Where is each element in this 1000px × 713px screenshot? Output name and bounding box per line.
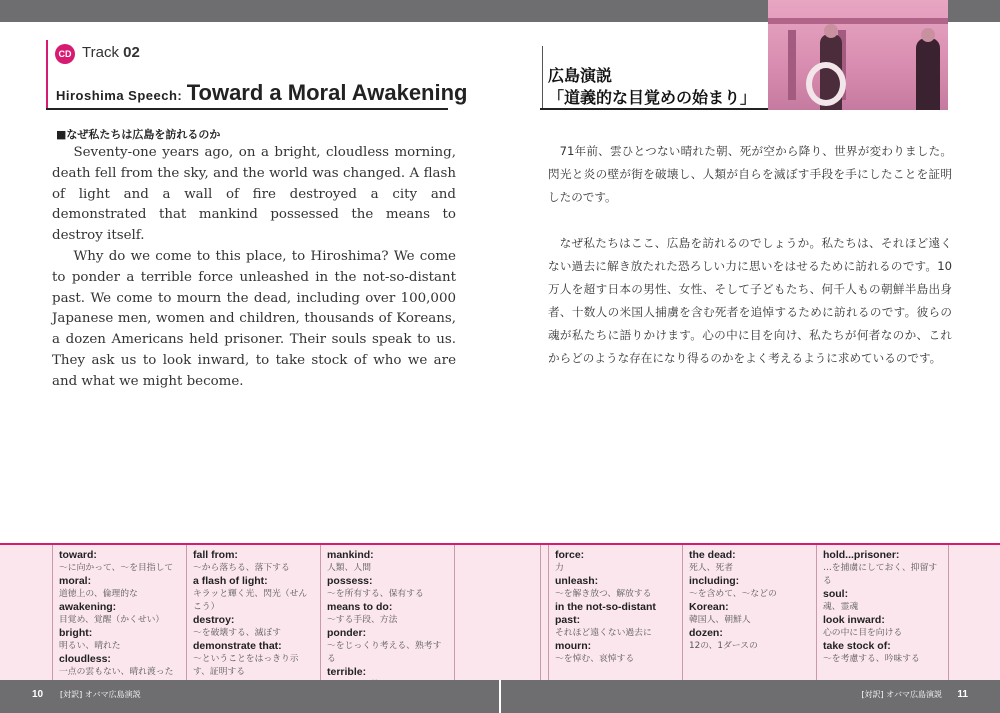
title-accent-rule (46, 40, 48, 110)
vocab-definition: 12の、1ダースの (689, 641, 758, 651)
english-body (52, 143, 456, 393)
vocab-term: soul: (823, 588, 849, 600)
running-head-right: [対訳] オバマ広島演説 (861, 690, 942, 699)
title-underline (46, 108, 448, 110)
english-paragraph: Seventy-one years ago, on a bright, cloudless morning, death fell from the sky, and the world was changed. A flash of light and a wall of fire destroyed a city and demonstrated that mankind possessed the means to destroy itself. (52, 145, 456, 244)
vocab-term: dozen: (689, 627, 723, 639)
running-head-left: [対訳] オバマ広島演説 (60, 690, 141, 699)
spine-divider (499, 680, 501, 713)
vocab-term: force: (555, 549, 585, 561)
track-prefix: Track (82, 44, 124, 61)
vocab-term: look inward: (823, 614, 885, 626)
wreath-icon (806, 62, 846, 106)
vocab-definition: 〜する手段、方法 (327, 615, 398, 625)
vocab-column (548, 545, 682, 682)
page-number-left: 10 (32, 689, 44, 700)
top-bar-right (500, 0, 768, 22)
vocab-definition: 〜を破壊する、滅ぼす (193, 628, 281, 638)
vocab-term: means to do: (327, 601, 393, 613)
vocab-definition: 〜を含めて、〜などの (689, 589, 777, 599)
vocab-term: Korean: (689, 601, 729, 613)
vocab-definition: …を捕虜にしておく、抑留する (823, 563, 938, 586)
vocab-definition: 明るい、晴れた (59, 641, 121, 651)
vocab-definition: 韓国人、朝鮮人 (689, 615, 751, 625)
vocab-definition: 一点の雲もない、晴れ渡った (59, 667, 174, 677)
english-title (56, 80, 467, 106)
photo-roof (768, 18, 948, 24)
vocab-definition: 〜を悼む、哀悼する (555, 654, 635, 664)
vocab-definition: 〜を所有する、保有する (327, 589, 424, 599)
vocab-column (682, 545, 816, 682)
vocab-definition: それほど遠くない過去に (555, 628, 652, 638)
vocab-term: unleash: (555, 575, 599, 587)
track-label (82, 44, 140, 61)
vocab-divider (454, 545, 455, 682)
vocab-term: terrible: (327, 666, 367, 678)
vocab-term: demonstrate that: (193, 640, 282, 652)
photo-figure (916, 38, 940, 110)
japanese-paragraph: なぜ私たちはここ、広島を訪れるのでしょうか。私たちは、それほど遠くない過去に解き放たれた恐ろしい力に思いをはせるために訪れるのです。10万人を超す日本の男性、女性、そして子どもたち、何千人もの朝鮮半島出身者、十数人の米国人捕虜を含む死者を追悼するために訪れるのです。彼らの魂が私たちに語りかけます。心の中に目を向け、私たちが何者なのか、これからどのような存在になり得るのかをよく考えるように求めているのです。 (548, 236, 952, 365)
vocab-term: moral: (59, 575, 92, 587)
top-bar-left (0, 0, 500, 22)
vocab-term: in the not-so-distant past: (555, 601, 656, 626)
vocab-column (186, 545, 320, 682)
vocab-definition: キラッと輝く光、閃光（せんこう） (193, 589, 308, 612)
vocab-column (52, 545, 186, 682)
vocab-definition: 魂、霊魂 (823, 602, 859, 612)
photo-figure-head (921, 28, 935, 42)
jp-title-line1: 広島演説 (548, 66, 613, 85)
vocab-term: take stock of: (823, 640, 891, 652)
vocab-term: including: (689, 575, 740, 587)
vocab-term: toward: (59, 549, 97, 561)
section-heading: ■なぜ私たちは広島を訪れるのか (56, 128, 221, 141)
vocab-definition: 力 (555, 563, 564, 573)
vocab-divider (948, 545, 949, 682)
center-divider (542, 46, 543, 108)
vocab-term: mourn: (555, 640, 592, 652)
vocab-term: awakening: (59, 601, 117, 613)
vocab-definition: 〜に向かって、〜を目指して (59, 563, 174, 573)
top-bar-far-right (948, 0, 1000, 22)
page-number-right: 11 (957, 689, 968, 700)
vocabulary-panel (0, 543, 1000, 680)
vocab-definition: 目覚め、覚醒（かくせい） (59, 615, 165, 625)
japanese-title (548, 65, 756, 109)
vocab-definition: 〜ということをはっきり示す、証明する (193, 654, 299, 677)
vocab-term: fall from: (193, 549, 238, 561)
photo-figure-head (824, 24, 838, 38)
vocab-definition: 心の中に目を向ける (823, 628, 903, 638)
vocab-term: possess: (327, 575, 373, 587)
vocab-definition: 〜を考慮する、吟味する (823, 654, 920, 664)
japanese-paragraph: 71年前、雲ひとつない晴れた朝、死が空から降り、世界が変わりました。閃光と炎の壁が街を破壊し、人類が自らを滅ぼす手段を手にしたことを証明したのです。 (548, 144, 952, 204)
vocab-definition: 〜から落ちる、落下する (193, 563, 290, 573)
ceremony-photo (768, 0, 948, 110)
track-number: 02 (123, 44, 140, 61)
vocab-term: destroy: (193, 614, 235, 626)
japanese-body (548, 140, 952, 370)
vocab-divider (540, 545, 541, 682)
vocab-term: cloudless: (59, 653, 111, 665)
vocab-term: a flash of light: (193, 575, 268, 587)
vocab-term: bright: (59, 627, 93, 639)
photo-pillar (788, 30, 796, 100)
jp-title-underline (540, 108, 768, 110)
vocab-column (320, 545, 454, 682)
vocab-definition: 人類、人間 (327, 563, 371, 573)
vocab-definition: 死人、死者 (689, 563, 733, 573)
cd-icon: CD (55, 44, 75, 64)
vocab-term: mankind: (327, 549, 374, 561)
title-smallcaps: Hiroshima Speech: (56, 88, 183, 103)
jp-title-line2: 「道義的な目覚めの始まり」 (548, 88, 757, 107)
vocab-term: hold...prisoner: (823, 549, 900, 561)
title-main: Toward a Moral Awakening (186, 80, 468, 105)
vocab-definition: 道徳上の、倫理的な (59, 589, 138, 599)
vocab-term: the dead: (689, 549, 736, 561)
vocab-term: ponder: (327, 627, 367, 639)
vocab-definition: 〜をじっくり考える、熟考する (327, 641, 442, 664)
english-paragraph: Why do we come to this place, to Hiroshima? We come to ponder a terrible force unleashed in the not-so-distant past. We come to mourn the dead, including over 100,000 Japanese men, women and children, thousands of Koreans, a dozen Americans held prisoner. Their souls speak to us. They ask us to look inward, to take stock of who we are and what we might become. (52, 248, 456, 389)
vocab-column (816, 545, 948, 682)
vocab-definition: 〜を解き放つ、解放する (555, 589, 652, 599)
